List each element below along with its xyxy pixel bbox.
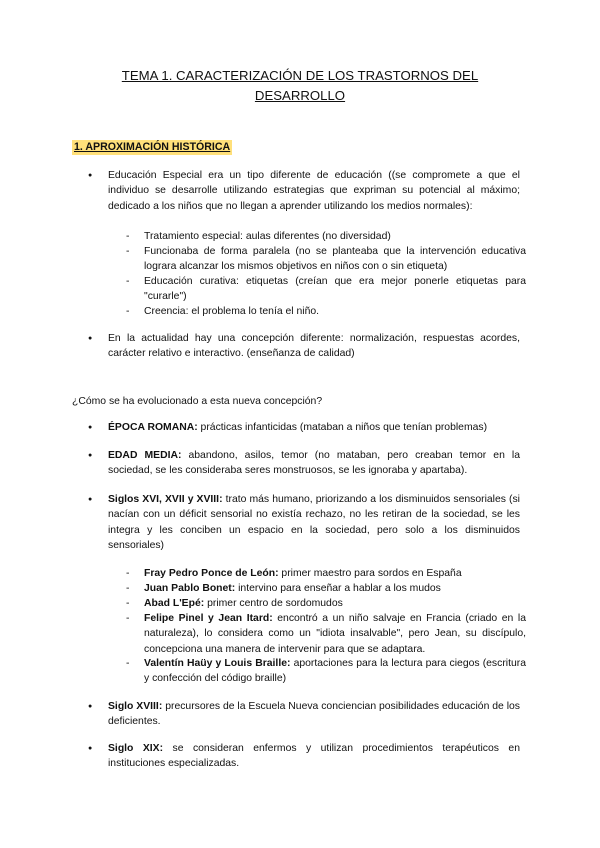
figure-text: primer maestro para sordos en España: [278, 568, 462, 579]
epoch-label: EDAD MEDIA:: [108, 450, 182, 461]
bullet-text: ● Educación Especial era un tipo diferente de educación ((se compromete a que el individuo se desarrolle utilizando estrategias que expriman su potencial al máximo; dedicado a los niños que no llegan a aprender utilizando los medios normales):: [108, 170, 520, 212]
title-line-1: TEMA 1. CARACTERIZACIÓN DE LOS TRASTORNOS DEL: [121, 68, 479, 83]
sub-item-text: - Funcionaba de forma paralela (no se planteaba que la intervención educativa lograra alcanzar los mismos objetivos en niños con o sin etiqueta): [144, 246, 526, 273]
sub-list-item: [126, 566, 526, 581]
figure-label: Abad L'Epé:: [144, 598, 205, 609]
list-item: [90, 448, 520, 479]
list-item: [90, 331, 520, 362]
figure-text: aportaciones para la lectura para ciegos (escritura y confección del código braille): [144, 658, 526, 685]
question-text: ¿Cómo se ha evolucionado a esta nueva concepción?: [72, 396, 323, 407]
list-item: [90, 420, 520, 435]
sub-item-text: - Tratamiento especial: aulas diferentes (no diversidad): [144, 231, 391, 242]
list-item: [90, 741, 520, 772]
figure-text: primer centro de sordomudos: [204, 598, 343, 609]
epoch-label: Siglos XVI, XVII y XVIII:: [108, 494, 223, 505]
epoch-text: prácticas infanticidas (mataban a niños que tenían problemas): [197, 422, 488, 433]
title-line-2: DESARROLLO: [254, 88, 346, 103]
sub-list-item: [126, 581, 526, 596]
sub-list-item: [126, 611, 526, 657]
list-item: [90, 699, 520, 730]
sub-list-item: [126, 229, 526, 244]
epoch-text: abandono, asilos, temor (no mataban, pero creaban temor en la sociedad, se les consideraba seres monstruosos, se les ignoraba y apartaba).: [108, 450, 520, 477]
figure-label: Juan Pablo Bonet:: [144, 583, 236, 594]
sub-list-item: [126, 656, 526, 687]
sub-list-item: [126, 244, 526, 275]
page-title: [70, 66, 530, 106]
epoch-text: se consideran enfermos y utilizan procedimientos terapéuticos en instituciones especializadas.: [108, 743, 520, 770]
list-item: [90, 492, 520, 554]
epoch-label: ÉPOCA ROMANA:: [108, 422, 198, 433]
bullet-text: ● En la actualidad hay una concepción diferente: normalización, respuestas acordes, carácter relativo e interactivo. (enseñanza de calidad): [108, 333, 520, 360]
figure-label: Fray Pedro Ponce de León:: [144, 568, 279, 579]
figure-label: Felipe Pinel y Jean Itard:: [144, 613, 273, 624]
list-item: [90, 168, 520, 214]
epoch-text: precursores de la Escuela Nueva conciencian posibilidades educación de los deficientes.: [108, 701, 520, 728]
epoch-label: Siglo XIX:: [108, 743, 164, 754]
figure-text: intervino para enseñar a hablar a los mudos: [235, 583, 441, 594]
sub-list-item: [126, 304, 526, 319]
sub-item-text: - Creencia: el problema lo tenía el niño.: [144, 306, 320, 317]
section-heading: 1. APROXIMACIÓN HISTÓRICA: [74, 141, 231, 153]
figure-label: Valentín Haüy y Louis Braille:: [144, 658, 291, 669]
sub-item-text: - Educación curativa: etiquetas (creían que era mejor ponerle etiquetas para "curarle"): [144, 276, 526, 303]
sub-list-item: [126, 274, 526, 305]
epoch-text: trato más humano, priorizando a los disminuidos sensoriales (si nacían con un déficit sensorial no existía rechazo, no les retiran de la sociedad, se les integra y les conciben un espacio en la sociedad, pero solo a los disminuidos sensoriales): [108, 494, 520, 552]
epoch-label: Siglo XVIII:: [108, 701, 163, 712]
figure-text: encontró a un niño salvaje en Francia (criado en la naturaleza), lo considera como un "idiota insalvable", pero Jean, su discípulo, concepciona una manera de intervenir para que se adaptara.: [144, 613, 526, 655]
sub-list-item: [126, 596, 526, 611]
